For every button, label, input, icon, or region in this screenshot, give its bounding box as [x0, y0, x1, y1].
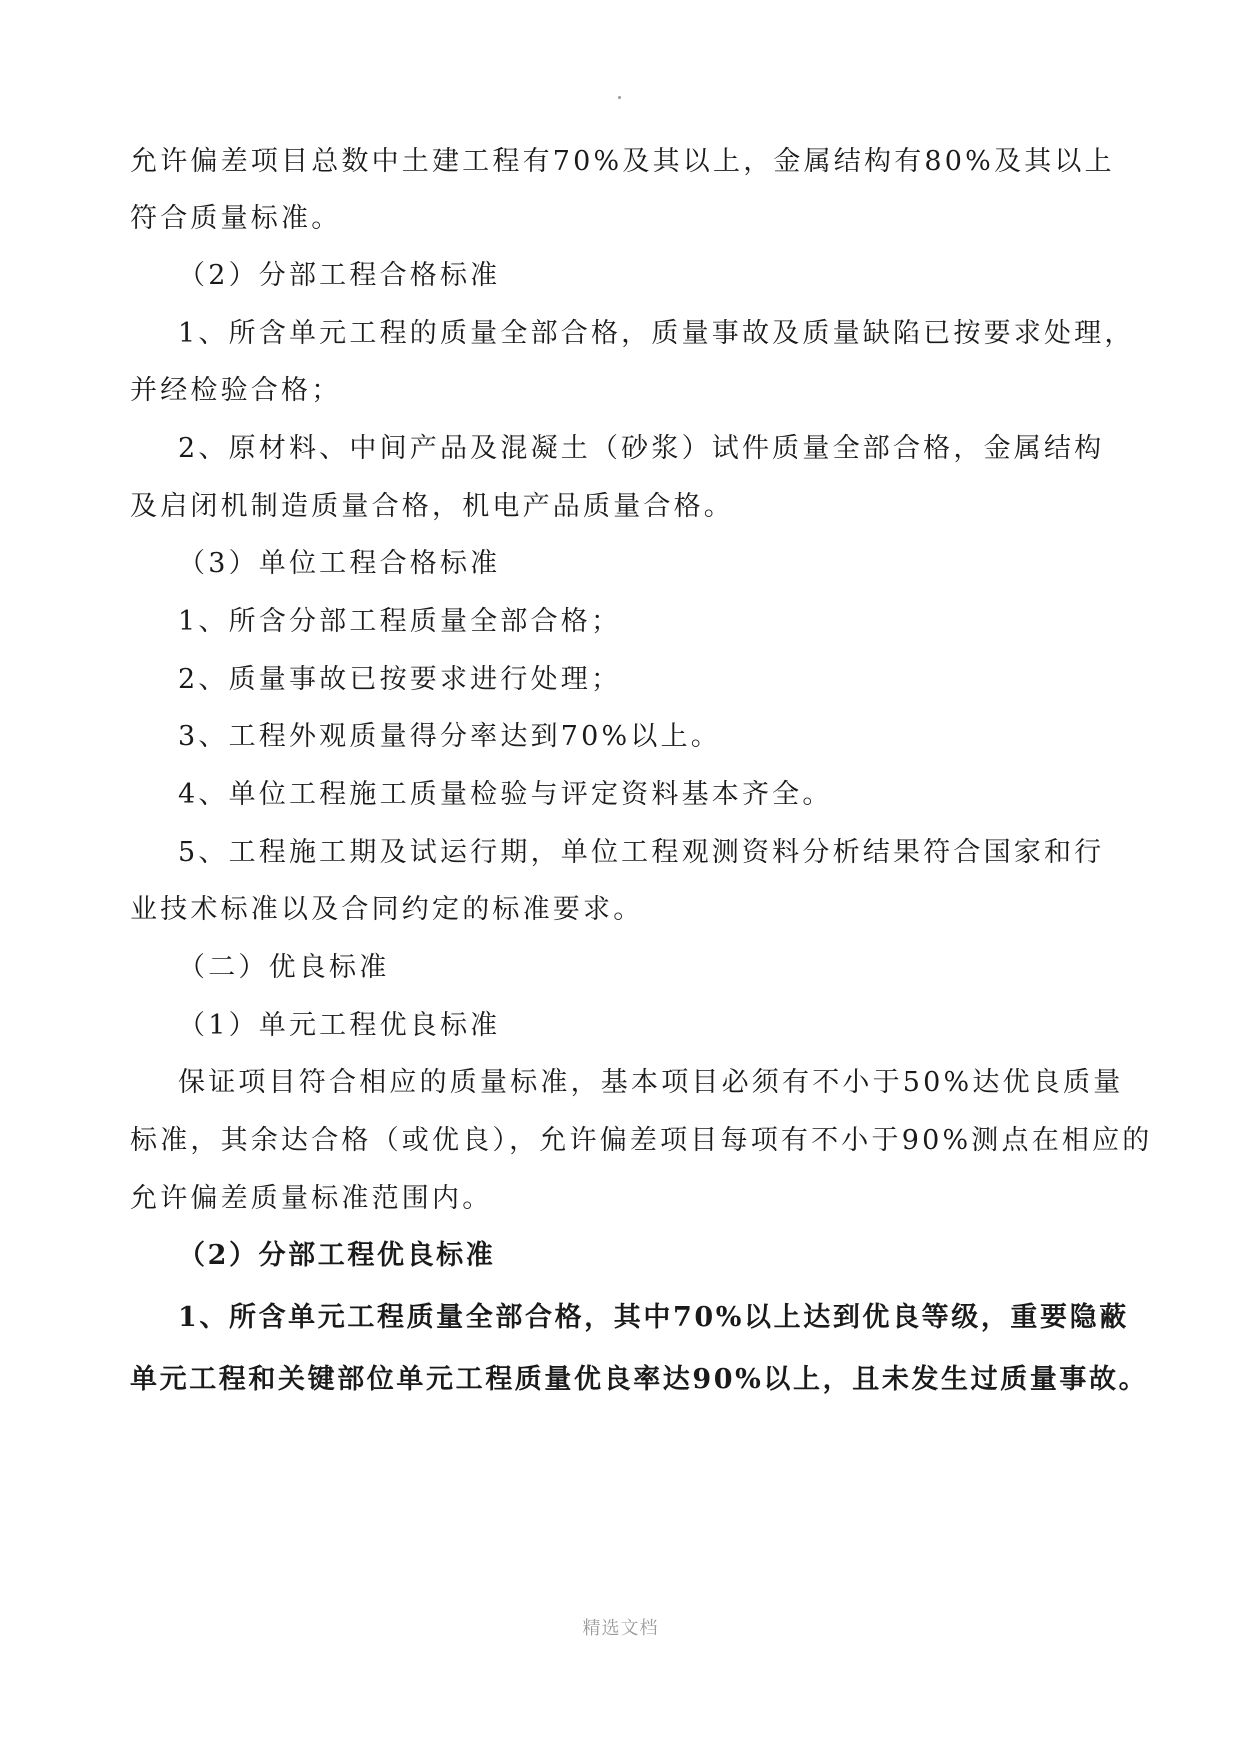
- header-dot: [618, 96, 621, 99]
- section-heading: （2）分部工程合格标准: [178, 260, 501, 291]
- paragraph-line: 1、所含单元工程的质量全部合格，质量事故及质量缺陷已按要求处理，: [178, 318, 1135, 349]
- list-item: 3、工程外观质量得分率达到70%以上。: [178, 721, 721, 752]
- section-heading: （二）优良标准: [178, 952, 390, 983]
- paragraph-line: 符合质量标准。: [130, 203, 342, 234]
- list-item: 4、单位工程施工质量检验与评定资料基本齐全。: [178, 779, 833, 810]
- paragraph-line: 并经检验合格；: [130, 375, 342, 406]
- paragraph-line: 业技术标准以及合同约定的标准要求。: [130, 894, 644, 925]
- list-item: 1、所含单元工程质量全部合格，其中70%以上达到优良等级，重要隐蔽: [178, 1302, 1129, 1333]
- page-footer: 精选文档: [582, 1618, 659, 1639]
- section-heading: （3）单位工程合格标准: [178, 548, 501, 579]
- paragraph-line: 允许偏差质量标准范围内。: [130, 1183, 493, 1214]
- paragraph-line: 2、原材料、中间产品及混凝土（砂浆）试件质量全部合格，金属结构: [178, 433, 1105, 464]
- paragraph-line: 单元工程和关键部位单元工程质量优良率达90%以上，且未发生过质量事故。: [130, 1364, 1149, 1395]
- list-item: 5、工程施工期及试运行期，单位工程观测资料分析结果符合国家和行: [178, 837, 1105, 868]
- section-heading: （2）分部工程优良标准: [178, 1240, 496, 1271]
- section-heading: （1）单元工程优良标准: [178, 1010, 501, 1041]
- list-item: 2、质量事故已按要求进行处理；: [178, 664, 622, 695]
- paragraph-line: 及启闭机制造质量合格，机电产品质量合格。: [130, 491, 734, 522]
- paragraph-line: 保证项目符合相应的质量标准，基本项目必须有不小于50%达优良质量: [178, 1067, 1124, 1098]
- list-item: 1、所含分部工程质量全部合格；: [178, 606, 622, 637]
- paragraph-line: 标准，其余达合格（或优良），允许偏差项目每项有不小于90%测点在相应的: [130, 1125, 1153, 1156]
- paragraph-line: 允许偏差项目总数中土建工程有70%及其以上，金属结构有80%及其以上: [130, 146, 1115, 177]
